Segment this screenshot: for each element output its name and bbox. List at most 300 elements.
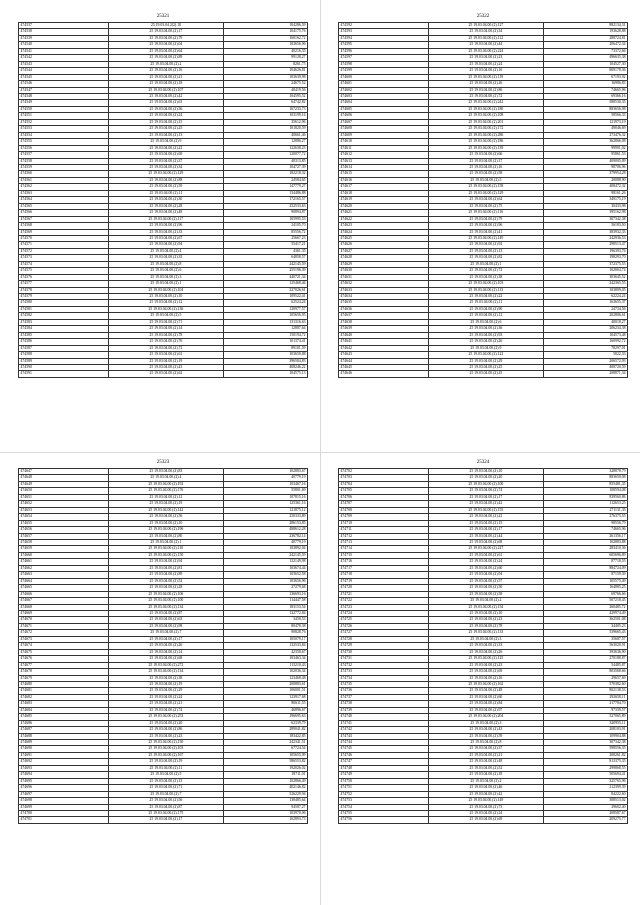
amount-cell: 20088,90 <box>544 177 628 183</box>
parcel-code-cell: 25 19.03.04.00.(2).24 <box>108 694 224 700</box>
parcel-code-cell: 25 19.03.04.00.(2).60 <box>428 565 544 571</box>
parcel-code-cell: 25 19.03.04.00.(2).33 <box>108 229 224 235</box>
cadastral-number-cell: 474721 <box>339 591 429 597</box>
parcel-code-cell: 25 19.03.04.00.(2).19 <box>108 501 224 507</box>
parcel-code-cell: 25 19.03.04.00.(2).17 <box>428 494 544 500</box>
cadastral-number-cell: 474645 <box>339 365 429 371</box>
amount-cell: 408472,32 <box>544 184 628 190</box>
parcel-code-cell: 25 19.03.04.00.(2).44 <box>428 533 544 539</box>
amount-cell: 163655,37 <box>544 300 628 306</box>
parcel-code-cell: 25 19.03.04.00.(2).66 <box>428 152 544 158</box>
table-row <box>339 817 628 823</box>
amount-cell: 120077,72 <box>224 152 308 158</box>
amount-cell: 12887,64 <box>224 326 308 332</box>
amount-cell: 35612,96 <box>224 119 308 125</box>
amount-cell: 67193,92 <box>544 74 628 80</box>
parcel-code-cell: 25 19.03.04.00.(2).29 <box>108 688 224 694</box>
cadastral-number-cell: 474736 <box>339 688 429 694</box>
cadastral-number-cell: 474666 <box>19 591 109 597</box>
amount-cell: 298513,47 <box>544 242 628 248</box>
amount-cell: 882134,31 <box>544 23 628 29</box>
parcel-code-cell: 25 19.03.04.00.(2).162 <box>428 681 544 687</box>
cadastral-number-cell: 474722 <box>339 598 429 604</box>
amount-cell: 102866,49 <box>224 778 308 784</box>
amount-cell: 132533,84 <box>224 643 308 649</box>
block-title: 25322 <box>476 14 490 19</box>
amount-cell: 99991,02 <box>544 145 628 151</box>
cadastral-number-cell: 474563 <box>19 190 109 196</box>
cadastral-number-cell: 474600 <box>339 74 429 80</box>
parcel-code-cell: 25 19.03.04.00.(2).9 <box>108 139 224 145</box>
amount-cell: 103656,96 <box>224 578 308 584</box>
cadastral-number-cell: 474641 <box>339 339 429 345</box>
amount-cell: 101374,41 <box>224 339 308 345</box>
cadastral-number-cell: 474715 <box>339 552 429 558</box>
parcel-code-cell: 25 19.03.04.00.(2).253 <box>108 714 224 720</box>
parcel-code-cell: 25 19.03.04.00.(2).24 <box>428 61 544 67</box>
parcel-code-cell: 25 19.03.04.00.(2).13 <box>108 778 224 784</box>
parcel-code-cell: 25 19.03.04.00.(2).17 <box>108 636 224 642</box>
cadastral-number-cell: 474601 <box>339 81 429 87</box>
parcel-code-cell: 25 19.03.04.00.(2).43 <box>428 727 544 733</box>
parcel-code-cell: 25 19.03.04.00.(2).3 <box>428 636 544 642</box>
amount-cell: 160992,72 <box>544 339 628 345</box>
cadastral-number-cell: 474679 <box>19 675 109 681</box>
cadastral-number-cell: 474754 <box>339 804 429 810</box>
parcel-code-cell: 25 19.03.04.00.(2).69 <box>428 817 544 823</box>
parcel-code-cell: 25 19.03.04.00.(2).13 <box>428 248 544 254</box>
amount-cell: 802138,53 <box>544 688 628 694</box>
cadastral-number-cell: 474662 <box>19 565 109 571</box>
cadastral-number-cell: 474553 <box>19 126 109 132</box>
amount-cell: 586553,82 <box>224 759 308 765</box>
cadastral-number-cell: 474751 <box>339 785 429 791</box>
amount-cell: 393636,90 <box>544 649 628 655</box>
cadastral-number-cell: 474595 <box>339 42 429 48</box>
amount-cell: 103639,98 <box>224 74 308 80</box>
parcel-code-cell: 25 19.03.04.00.(2).17 <box>108 817 224 823</box>
cadastral-number-cell: 474675 <box>19 649 109 655</box>
parcel-code-cell: 25 19.03.04.00.(2).46 <box>428 785 544 791</box>
amount-cell: 98706,96 <box>544 164 628 170</box>
parcel-code-cell: 25 19.03.04.00.(2).172 <box>428 126 544 132</box>
cadastral-number-cell: 474738 <box>339 701 429 707</box>
amount-cell: 193628,88 <box>544 29 628 35</box>
cadastral-number-cell: 474594 <box>339 35 429 41</box>
amount-cell: 103199,16 <box>224 113 308 119</box>
parcel-code-cell: 25 19.03.04.00.(2).22 <box>428 514 544 520</box>
amount-cell: 217784,70 <box>544 701 628 707</box>
parcel-code-cell: 25 19.03.04.00.(2).72 <box>428 93 544 99</box>
cadastral-number-cell: 474640 <box>339 332 429 338</box>
amount-cell: 286153,85 <box>224 520 308 526</box>
parcel-code-cell: 25 19.03.04.00.(2).167 <box>108 752 224 758</box>
parcel-code-cell: 25 19.03.04.00.(2).122 <box>428 352 544 358</box>
cadastral-number-cell: 474728 <box>339 636 429 642</box>
cadastral-number-cell: 474735 <box>339 681 429 687</box>
cadastral-number-cell: 474554 <box>19 132 109 138</box>
parcel-code-cell: 25 19.03.04.00.(2).86 <box>428 87 544 93</box>
parcel-code-cell: 25 19.03.04.00.(2).149 <box>428 235 544 241</box>
parcel-code-cell: 25 19.03.04.00.(2).75 <box>428 203 544 209</box>
cadastral-number-cell: 474700 <box>19 811 109 817</box>
cadastral-number-cell: 474705 <box>339 488 429 494</box>
cadastral-number-cell: 474560 <box>19 171 109 177</box>
cadastral-number-cell: 474608 <box>339 126 429 132</box>
cadastral-number-cell: 474562 <box>19 184 109 190</box>
amount-cell: 112653,25 <box>544 501 628 507</box>
cadastral-number-cell: 474671 <box>19 623 109 629</box>
amount-cell: 4361,35 <box>224 248 308 254</box>
cadastral-number-cell: 474557 <box>19 152 109 158</box>
cadastral-number-cell: 474655 <box>19 520 109 526</box>
amount-cell: 813375,35 <box>544 759 628 765</box>
amount-cell: 563020,91 <box>544 643 628 649</box>
amount-cell: 103674,44 <box>224 565 308 571</box>
parcel-code-cell: 25 19.03.04.00.(2).127 <box>428 23 544 29</box>
parcel-code-cell: 25 19.03.04.00.(2).139 <box>428 145 544 151</box>
amount-cell: 105995,53 <box>224 216 308 222</box>
parcel-code-cell: 25 19.03.04.00.(2).20 <box>108 720 224 726</box>
register-block-25321 <box>18 14 308 378</box>
cadastral-number-cell: 474699 <box>19 804 109 810</box>
cadastral-number-cell: 474680 <box>19 681 109 687</box>
parcel-code-cell: 25 19.03.04.00.(2).52 <box>108 578 224 584</box>
parcel-code-cell: 25 19.03.04.00.(2).11 <box>108 765 224 771</box>
parcel-code-cell: 25 19.03.04.00.(2).68 <box>108 656 224 662</box>
parcel-code-cell: 25 19.03.04.00.(2).133 <box>428 630 544 636</box>
amount-cell: 200883,61 <box>224 681 308 687</box>
parcel-code-cell: 25 19.03.04.00.(2).28 <box>108 203 224 209</box>
parcel-code-cell: 25 19.03.04.00.(2).42 <box>108 93 224 99</box>
amount-cell: 505694,41 <box>544 772 628 778</box>
parcel-code-cell: 25 19.03.04.00.(2).86 <box>108 727 224 733</box>
parcel-code-cell: 25 19.03.04.00.(2).25 <box>428 371 544 377</box>
parcel-code-cell: 25 19.03.04.00.(2).20 <box>428 475 544 481</box>
amount-cell: 56183,50 <box>544 223 628 229</box>
register-table <box>338 22 628 378</box>
parcel-code-cell: 25 19.03.04.00.(2).142 <box>108 507 224 513</box>
cadastral-number-cell: 474654 <box>19 514 109 520</box>
parcel-code-cell: 25 19.03.04.00.(2).155 <box>428 507 544 513</box>
cadastral-number-cell: 474579 <box>19 294 109 300</box>
parcel-code-cell: 25 19.03.04.00.(2).196 <box>108 527 224 533</box>
parcel-code-cell: 25 19.03.04.00.(2).21 <box>108 74 224 80</box>
amount-cell: 134486,88 <box>224 190 308 196</box>
cadastral-number-cell: 474693 <box>19 765 109 771</box>
amount-cell: 192026,02 <box>224 765 308 771</box>
cadastral-number-cell: 474543 <box>19 61 109 67</box>
amount-cell: 58566,33 <box>544 113 628 119</box>
amount-cell: 98556,79 <box>544 520 628 526</box>
parcel-code-cell: 25 19.03.04.00.(2).83 <box>108 469 224 475</box>
parcel-code-cell: 25 19.03.04.00.(2).74 <box>428 488 544 494</box>
amount-cell: 99128,27 <box>224 55 308 61</box>
parcel-code-cell: 25 19.03.04.00.(2).56 <box>108 106 224 112</box>
cadastral-number-cell: 474746 <box>339 752 429 758</box>
parcel-code-cell: 25 19.03.04.00.(2).73 <box>428 804 544 810</box>
cadastral-number-cell: 474725 <box>339 617 429 623</box>
cadastral-number-cell: 474653 <box>19 507 109 513</box>
parcel-code-cell: 25 19.03.04.00.(2).42 <box>428 501 544 507</box>
parcel-code-cell: 25 19.03.04.00.(2).12 <box>108 300 224 306</box>
parcel-code-cell: 25 19.03.04.00.(2).180 <box>428 106 544 112</box>
amount-cell: 292658,11 <box>544 694 628 700</box>
cadastral-number-cell: 474719 <box>339 578 429 584</box>
parcel-code-cell: 25 19.03.04.00.(2).64 <box>428 197 544 203</box>
amount-cell: 271131,35 <box>544 507 628 513</box>
cadastral-number-cell: 474703 <box>339 475 429 481</box>
cadastral-number-cell: 474561 <box>19 177 109 183</box>
cadastral-number-cell: 474732 <box>339 662 429 668</box>
parcel-code-cell: 25 19.03.04.00.(2).94 <box>108 559 224 565</box>
amount-cell: 12886,27 <box>224 139 308 145</box>
parcel-code-cell: 25 19.03.04.00.(2).154 <box>428 604 544 610</box>
parcel-code-cell: 25 19.03.04.00.(2).94 <box>428 572 544 578</box>
cadastral-number-cell: 474586 <box>19 339 109 345</box>
amount-cell: 105655,99 <box>224 752 308 758</box>
cadastral-number-cell: 474551 <box>19 113 109 119</box>
cadastral-number-cell: 474750 <box>339 778 429 784</box>
amount-cell: 40018,27 <box>544 319 628 325</box>
amount-cell: 372375,55 <box>544 261 628 267</box>
cadastral-number-cell: 474674 <box>19 643 109 649</box>
amount-cell: 605696,89 <box>544 552 628 558</box>
parcel-code-cell: 25 19.03.04.00.(2).2 <box>428 778 544 784</box>
parcel-code-cell: 25 19.03.04.00.(2).2 <box>428 598 544 604</box>
parcel-code-cell: 25 19.03.04.00.(2).5 <box>428 177 544 183</box>
amount-cell: 40779,19 <box>224 539 308 545</box>
parcel-code-cell: 25 19.03.04.00.(2).23 <box>428 662 544 668</box>
cadastral-number-cell: 474689 <box>19 740 109 746</box>
cadastral-number-cell: 474618 <box>339 190 429 196</box>
amount-cell: 55801,69 <box>224 488 308 494</box>
parcel-code-cell: 25 19.03.04.00.(2).71 <box>108 319 224 325</box>
amount-cell: 64858,57 <box>224 255 308 261</box>
parcel-code-cell: 25 19.03.04.00.(2).176 <box>108 488 224 494</box>
amount-cell: 108594,08 <box>544 488 628 494</box>
table-row <box>339 371 628 377</box>
cadastral-number-cell: 474651 <box>19 494 109 500</box>
cadastral-number-cell: 474587 <box>19 345 109 351</box>
parcel-code-cell: 25 19.03.04.00.(2).4 <box>108 248 224 254</box>
parcel-code-cell: 25 19.03.04.00.(2).48 <box>108 210 224 216</box>
parcel-code-cell: 25 19.03.04.00.(2).5 <box>108 772 224 778</box>
amount-cell: 276375,55 <box>544 514 628 520</box>
parcel-code-cell: 25 19.03.04.00.(2).23 <box>428 55 544 61</box>
cadastral-number-cell: 474695 <box>19 778 109 784</box>
cadastral-number-cell: 474711 <box>339 527 429 533</box>
cadastral-number-cell: 474724 <box>339 610 429 616</box>
amount-cell: 80611,55 <box>224 701 308 707</box>
amount-cell: 103467,16 <box>224 481 308 487</box>
amount-cell: 212399,39 <box>544 785 628 791</box>
amount-cell: 496635,38 <box>544 55 628 61</box>
cadastral-number-cell: 474709 <box>339 514 429 520</box>
cadastral-number-cell: 474678 <box>19 669 109 675</box>
cadastral-number-cell: 474686 <box>19 720 109 726</box>
amount-cell: 325765,96 <box>544 778 628 784</box>
cadastral-number-cell: 474626 <box>339 242 429 248</box>
parcel-code-cell: 25 19.03.04.00.(2).104 <box>108 287 224 293</box>
cadastral-number-cell: 474670 <box>19 617 109 623</box>
parcel-code-cell: 25 19.03.04.00.(2).108 <box>428 113 544 119</box>
parcel-code-cell: 25 19.03.04.00.(2).10 <box>108 520 224 526</box>
cadastral-number-cell: 474745 <box>339 746 429 752</box>
cadastral-number-cell: 474692 <box>19 759 109 765</box>
amount-cell: 102804,74 <box>544 268 628 274</box>
amount-cell: 172165,57 <box>224 197 308 203</box>
parcel-code-cell: 25 19.03.04.00.(2).33 <box>428 643 544 649</box>
cadastral-number-cell: 474614 <box>339 164 429 170</box>
parcel-code-cell: 25 19.03.04.00.(2).227 <box>428 546 544 552</box>
cadastral-number-cell: 474605 <box>339 106 429 112</box>
parcel-code-cell: 25 19.03.04.00.(2).89 <box>108 572 224 578</box>
amount-cell: 106001,51 <box>224 688 308 694</box>
cadastral-number-cell: 474716 <box>339 559 429 565</box>
cadastral-number-cell: 474753 <box>339 798 429 804</box>
register-block-25323 <box>18 460 308 824</box>
amount-cell: 362501,08 <box>544 617 628 623</box>
parcel-code-cell: 25 19.03.04.00.(2).28 <box>108 585 224 591</box>
parcel-code-cell: 25 19.03.04.00.(2).30 <box>108 197 224 203</box>
amount-cell: 395162,98 <box>544 210 628 216</box>
parcel-code-cell: 25 19.03.04.00.(2).63 <box>108 100 224 106</box>
amount-cell: 320955,11 <box>544 720 628 726</box>
cadastral-number-cell: 474613 <box>339 158 429 164</box>
amount-cell: 539665,43 <box>544 630 628 636</box>
amount-cell: 97339,57 <box>544 707 628 713</box>
cadastral-number-cell: 474541 <box>19 48 109 54</box>
cadastral-number-cell: 474742 <box>339 727 429 733</box>
register-table <box>338 468 628 824</box>
amount-cell: 87718,55 <box>544 559 628 565</box>
cadastral-number-cell: 474589 <box>19 358 109 364</box>
parcel-code-cell: 25 19.03.04.00.(2).129 <box>108 171 224 177</box>
parcel-code-cell: 25 19.03.04.00.(2).81 <box>108 565 224 571</box>
parcel-code-cell: 25 19.03.04.00.(2).56 <box>108 514 224 520</box>
cadastral-number-cell: 474710 <box>339 520 429 526</box>
cadastral-number-cell: 474624 <box>339 229 429 235</box>
parcel-code-cell: 25 19.03.04.00.(2).35 <box>108 255 224 261</box>
parcel-code-cell: 25 19.03.04.00.(2).6 <box>428 319 544 325</box>
amount-cell: 288724,81 <box>544 35 628 41</box>
cadastral-number-cell: 474620 <box>339 203 429 209</box>
cadastral-number-cell: 474688 <box>19 733 109 739</box>
cadastral-number-cell: 474744 <box>339 740 429 746</box>
cadastral-number-cell: 474676 <box>19 656 109 662</box>
amount-cell: 242145,59 <box>224 261 308 267</box>
cadastral-number-cell: 474650 <box>19 488 109 494</box>
cadastral-number-cell: 474606 <box>339 113 429 119</box>
cadastral-number-cell: 474630 <box>339 268 429 274</box>
parcel-code-cell: 25 19.03.04.00.(2).12 <box>108 494 224 500</box>
amount-cell: 55417,21 <box>224 242 308 248</box>
cadastral-number-cell: 474565 <box>19 203 109 209</box>
parcel-code-cell: 25 19.03.04.00.(2).52 <box>428 765 544 771</box>
parcel-code-cell: 25 19.03.04.00.(2).16 <box>428 675 544 681</box>
parcel-code-cell: 25 19.03.04.00.(2).19 <box>108 358 224 364</box>
cadastral-number-cell: 474612 <box>339 152 429 158</box>
amount-cell: 125468,46 <box>224 281 308 287</box>
parcel-code-cell: 25 19.03.04.00.(2).11 <box>108 190 224 196</box>
amount-cell: 104527,30 <box>544 61 628 67</box>
cadastral-number-cell: 474629 <box>339 261 429 267</box>
cadastral-number-cell: 474615 <box>339 171 429 177</box>
parcel-code-cell: 25 19.03.04.00.(2).69 <box>108 152 224 158</box>
cadastral-number-cell: 474739 <box>339 707 429 713</box>
amount-cell: 307342,38 <box>544 740 628 746</box>
amount-cell: 402146,82 <box>224 785 308 791</box>
parcel-code-cell: 25 19.03.04.00.(2).98 <box>108 623 224 629</box>
cadastral-number-cell: 474545 <box>19 74 109 80</box>
parcel-code-cell: 25 19.03.04.00.(2).48 <box>428 688 544 694</box>
amount-cell: 85556,72 <box>224 229 308 235</box>
cadastral-number-cell: 474550 <box>19 106 109 112</box>
cadastral-number-cell: 474635 <box>339 300 429 306</box>
parcel-code-cell: 25 19.03.04.00.(2).37 <box>108 158 224 164</box>
cadastral-number-cell: 474660 <box>19 552 109 558</box>
parcel-code-cell: 25 19.03.04.00.(2).7 <box>108 791 224 797</box>
parcel-code-cell: 25 19.03.04.00.(2).64 <box>108 48 224 54</box>
cadastral-number-cell: 474667 <box>19 598 109 604</box>
amount-cell: 308513,02 <box>544 798 628 804</box>
parcel-code-cell: 25 19.03.04.00.(2).26 <box>428 649 544 655</box>
cadastral-number-cell: 474669 <box>19 610 109 616</box>
parcel-code-cell: 25 19.03.04.00.(2).1 <box>428 261 544 267</box>
cadastral-number-cell: 474698 <box>19 798 109 804</box>
amount-cell: 109522,41 <box>224 294 308 300</box>
amount-cell: 24105,70 <box>224 223 308 229</box>
cadastral-number-cell: 474649 <box>19 481 109 487</box>
parcel-code-cell: 25 19.03.04.00.(2).3 <box>428 720 544 726</box>
cadastral-number-cell: 474733 <box>339 669 429 675</box>
parcel-code-cell: 25 19.03.04.00.(2).22 <box>428 294 544 300</box>
parcel-code-cell: 25 19.03.04.00.(2).103 <box>108 746 224 752</box>
parcel-code-cell: 25 19.03.04.00.(2).60 <box>428 694 544 700</box>
amount-cell: 62524,24 <box>224 300 308 306</box>
cadastral-number-cell: 474656 <box>19 527 109 533</box>
amount-cell: 803568,66 <box>544 669 628 675</box>
parcel-code-cell: 25 19.03.04.00.(2).110 <box>108 546 224 552</box>
amount-cell: 40313,85 <box>224 158 308 164</box>
cadastral-number-cell: 474602 <box>339 87 429 93</box>
parcel-code-cell: 25 19.03.04.00.(2).12 <box>428 313 544 319</box>
register-block-25322 <box>338 14 628 378</box>
parcel-code-cell: 25 19.03.04.00.(2).87 <box>108 610 224 616</box>
parcel-code-cell: 25 19.03.04.00.(2).6 <box>108 268 224 274</box>
parcel-code-cell: 25 19.03.04.00.(2).58 <box>428 591 544 597</box>
cadastral-number-cell: 474580 <box>19 300 109 306</box>
parcel-code-cell: 25 19.03.04.00.(2).43 <box>108 365 224 371</box>
parcel-code-cell: 25 19.03.04.00.(2).69 <box>428 669 544 675</box>
amount-cell: 103652,58 <box>224 572 308 578</box>
amount-cell: 121973,19 <box>544 119 628 125</box>
parcel-code-cell: 25 19.03.04.00.(2).82 <box>428 255 544 261</box>
amount-cell: 125361,16 <box>224 501 308 507</box>
amount-cell: 105079,17 <box>224 636 308 642</box>
parcel-code-cell: 25 19.03.04.00.(2).16 <box>428 68 544 74</box>
amount-cell: 102883,88 <box>544 539 628 545</box>
cadastral-number-cell: 474568 <box>19 223 109 229</box>
cadastral-number-cell: 474592 <box>339 23 429 29</box>
amount-cell: 160162,72 <box>224 35 308 41</box>
amount-cell: 102883,67 <box>224 469 308 475</box>
amount-cell: 103656,96 <box>224 42 308 48</box>
amount-cell: 90894,87 <box>224 210 308 216</box>
amount-cell: 242936,53 <box>544 235 628 241</box>
parcel-code-cell: 25 19.03.04.00.(2).117 <box>108 216 224 222</box>
